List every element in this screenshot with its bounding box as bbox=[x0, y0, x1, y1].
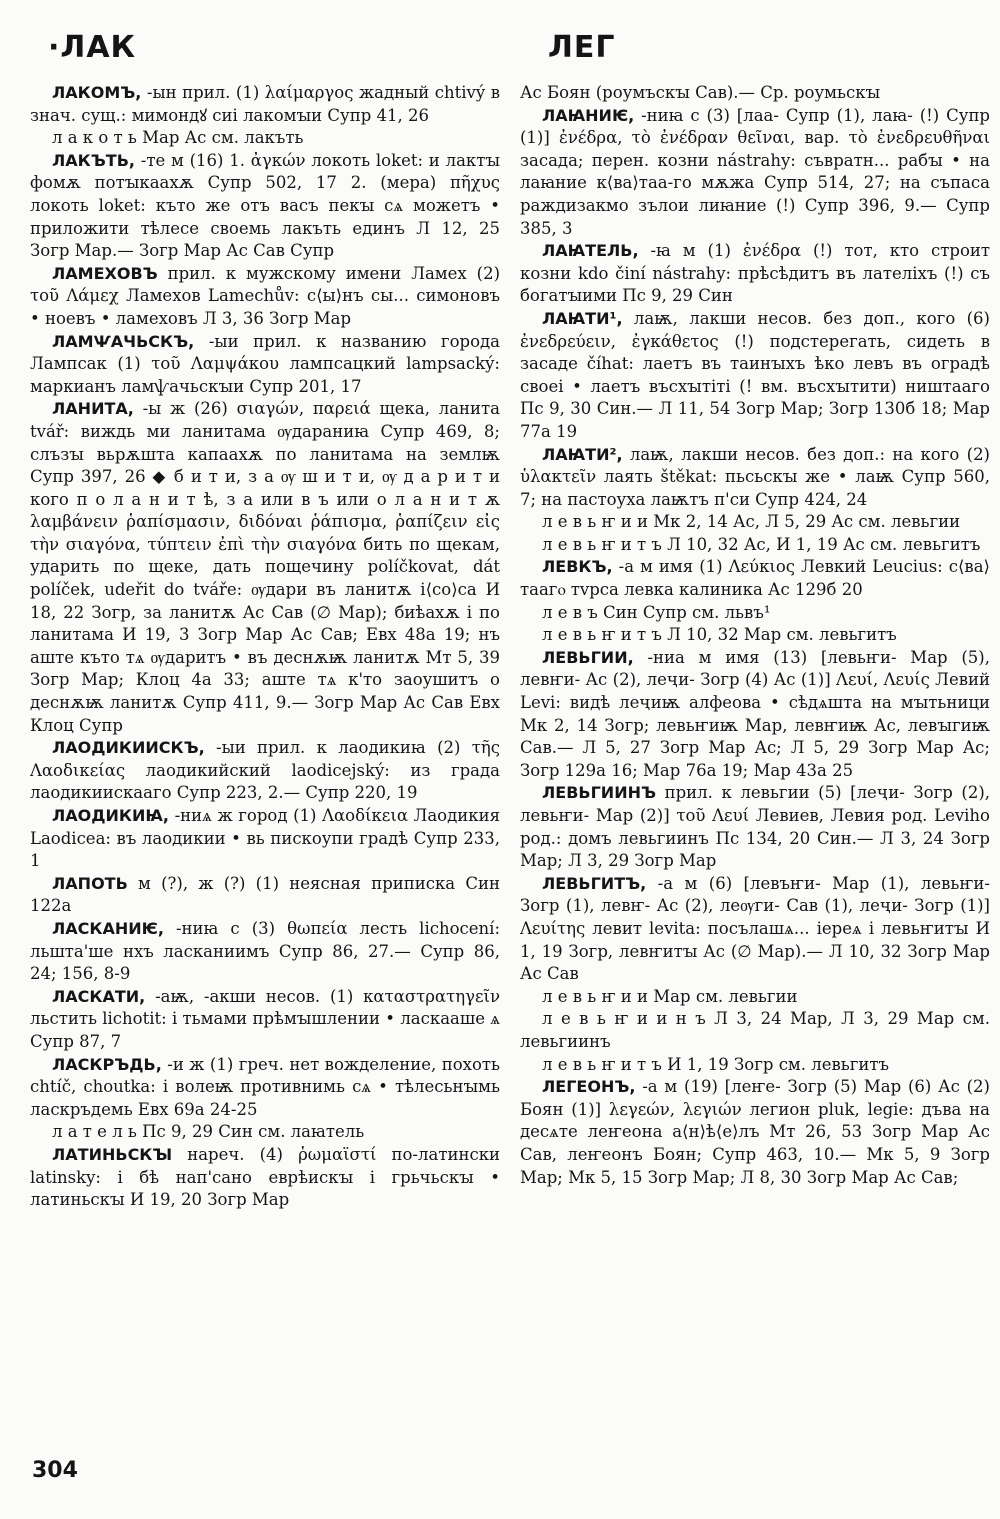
dictionary-entry bbox=[520, 240, 990, 308]
dictionary-entry bbox=[520, 986, 990, 1009]
entry-headword: ЛАСКРЪДЬ, bbox=[52, 1054, 162, 1074]
entry-body: лаѭ, лакши несов. без доп., кого (6) ἐνεδρεύειν, ἐγκάθετος (!) подстерегать, сидеть в засаде číhat: лаетъ въ таинꙑхъ ѣко левъ въ оградѣ своеі • лаетъ въсхꙑтіті (! вм. въсхꙑтити) ништааго Пс 9, 30 Син.— Л 11, 54 Зогр Мар; Зогр 130б 18; Мар 77а 19 bbox=[520, 308, 990, 441]
entry-headword: ЛЕВКЪ, bbox=[542, 557, 613, 577]
entry-headword: ЛЕВЬГИТЪ, bbox=[542, 873, 647, 893]
dictionary-entry bbox=[30, 918, 500, 986]
dictionary-entry bbox=[520, 1008, 990, 1053]
entry-body: -а м имя (1) Λεύκιος Левкий Leucius: с⟨ва⟩таагⲟ тvрса левка калиника Ас 129б 20 bbox=[520, 557, 990, 600]
dictionary-entry bbox=[30, 331, 500, 399]
dictionary-entry bbox=[520, 444, 990, 512]
entry-body: -а м (19) [леҥе- Зогр (5) Мар (6) Ас (2) Боян (1)] λεγεών, λεγιών легион pluk, legie: дъва на десѧте леҥеона а⟨н⟩ѣ⟨е⟩лъ Мт 26, 53 Зогр Мар Ас Сав, леҥеонъ Боян; Супр 463, 10.— Мк 5, 9 Зогр Мар; Мк 5, 15 Зогр Мар; Л 8, 30 Зогр Мар Ас Сав; bbox=[520, 1077, 990, 1187]
entry-body: л е в ъ Син Супр см. львъ¹ bbox=[542, 602, 771, 622]
entry-body: -ы ж (26) σιαγών, παρειά щека, ланита tvář: виждь ми ланитама ѹдараниꙗ Супр 469, 8; слъзꙑ вьрѫшта капаахѫ по ланитама на землѭ Супр 397, 26 ◆ б и т и, з а ѹ ш и т и, ѹ д а р и т и кого п о л а н и т ѣ, з а или в ъ или о л а н и т ѫ λαμβάνειν ῥαπίσμασιν, διδόναι ῥάπισμα, ῥαπίζειν εἰς τὴν σιαγόνα, τύπτειν ἐπὶ τὴν σιαγόνα бить по щекам, ударить по щеке, дать пощечину políčkovat, dát políček, udeřit do tváře: ѹдари въ ланитѫ і⟨со⟩са И 18, 22 Зогр, за ланитѫ Ас Сав (∅ Мар); биѣахѫ і по ланитама И 19, 3 Зогр Мар Ас Сав; Евх 48а 19; нъ аште къто тѧ ѹдаритъ • въ деснѫѭ ланитѫ Мт 5, 39 Зогр Мар; Клоц 4а 33; аште тѧ к'то заоушитъ о деснѫѭ ланитѫ Супр 411, 9.— Зогр Мар Ас Сав Евх Клоц Супр bbox=[30, 399, 500, 735]
entry-body: -ыи прил. к названию города Лампсак (1) τοῦ Λαμψάκου лампсацкий lampsacký: маркианъ ламѱачьскꙑи Супр 201, 17 bbox=[30, 331, 500, 396]
entry-body: -а м (6) [левъҥи- Мар (1), левьҥи- Зогр (1), левҥ- Ас (2), леѹги- Сав (1), леҷи- Зогр (1)] Λευίτης левит levita: посълашѧ... іереѧ і левьҥитꙑ И 1, 19 Зогр, левҥитꙑ Ас (∅ Мар).— Л 10, 32 Зогр Мар Ас Сав bbox=[520, 873, 990, 984]
dictionary-entry bbox=[520, 1076, 990, 1189]
entry-body: -ниꙗ с (3) [лаа- Супр (1), лаꙗ- (!) Супр (1)] ἐνέδρα, τὸ ἐνέδραν θεῖναι, вар. τὸ ἐνεδρευθῆναι засада; перен. козни nástrahy: съвратн... рабꙑ • на лаꙗние к⟨ва⟩таа-го мѫжа Супр 514, 27; на съпаса раждизакмо зълои лиꙗние (!) Супр 396, 9.— Супр 385, 3 bbox=[520, 105, 990, 238]
entry-body: -ниꙗ с (3) θωπεία лесть lichocení: льшта'ше нхъ ласканиимъ Супр 86, 27.— Супр 86, 24; 156, 8-9 bbox=[30, 918, 500, 984]
entry-headword: ЛАꙖТЕЛЬ, bbox=[542, 241, 639, 261]
running-head-left: ·ЛАК bbox=[48, 30, 137, 65]
entry-headword: ЛАОДИКИИСКЪ, bbox=[52, 738, 205, 758]
entry-headword: ЛАꙖТИ¹, bbox=[542, 308, 623, 328]
entry-body: л а т е л ь Пс 9, 29 Син см. лаꙗтель bbox=[52, 1122, 365, 1142]
entry-body: -и ж (1) греч. нет вожделение, похоть chtíč, choutka: і волеѭ противнимь сѧ • тѣлесьнꙑмь ласкръдемь Евх 69а 24-25 bbox=[30, 1054, 500, 1119]
dictionary-entry bbox=[30, 263, 500, 331]
dictionary-entry bbox=[520, 82, 990, 105]
entry-body: л е в ь ҥ и т ъ Л 10, 32 Ас, И 1, 19 Ас см. левьгитъ bbox=[542, 534, 981, 554]
entry-headword: ЛАПОТЬ bbox=[52, 873, 128, 893]
entry-body: -те м (16) 1. ἀγκών локоть loket: и лактꙑ фомѫ потꙑкаахѫ Супр 502, 17 2. (мера) πῆχυς локоть loket: къто же отъ васъ пекꙑ сѧ можетъ • приложити тѣлесе своемь лакъть единъ Л 12, 25 Зогр Мар.— Зогр Мар Ас Сав Супр bbox=[30, 150, 500, 261]
dictionary-entry bbox=[30, 873, 500, 918]
entry-headword: ЛАТИНЬСКꙐ bbox=[52, 1144, 173, 1164]
dictionary-entry bbox=[30, 127, 500, 150]
entry-headword: ЛАМѰАЧЬСКЪ, bbox=[52, 331, 195, 351]
entry-headword: ЛАꙖНИѤ, bbox=[542, 105, 635, 125]
entry-body: л е в ь ҥ и и н ъ Л 3, 24 Мар, Л 3, 29 Мар см. левьгиинъ bbox=[520, 1009, 990, 1051]
entry-body: -ниѧ ж город (1) Λαοδίκεια Лаодикия Laodicea: въ лаодикии • вь пискоупи градѣ Супр 233, 1 bbox=[30, 806, 500, 871]
dictionary-entry bbox=[520, 308, 990, 444]
dictionary-entry bbox=[30, 82, 500, 127]
dictionary-entry bbox=[30, 398, 500, 737]
entry-body: Ас Боян (роумъскꙑ Сав).— Ср. роумьскꙑ bbox=[520, 83, 881, 102]
dictionary-entry bbox=[520, 534, 990, 557]
entry-body: нареч. (4) ῥωμαϊστί по-латински latinsky: і бѣ нап'сано еврѣискꙑ і грьчьскꙑ • латиньскꙑ И 19, 20 Зогр Мар bbox=[30, 1144, 500, 1210]
running-head-right: ЛЕГ bbox=[548, 30, 616, 65]
entry-headword: ЛЕВЬГИИНЪ bbox=[542, 783, 657, 803]
entry-headword: ЛАКЪТЬ, bbox=[52, 150, 135, 170]
entry-headword: ЛАꙖТИ², bbox=[542, 444, 623, 464]
dictionary-entry bbox=[520, 873, 990, 986]
dictionary-entry bbox=[520, 602, 990, 625]
right-column bbox=[520, 82, 990, 1452]
entry-body: -ын прил. (1) λαίμαργος жадный chtivý в знач. сущ.: мимондꙋ сиі лакомꙑи Супр 41, 26 bbox=[30, 83, 500, 125]
entry-body: м (?), ж (?) (1) неясная приписка Син 122а bbox=[30, 873, 500, 916]
dictionary-entry bbox=[520, 105, 990, 241]
entry-body: -аѭ, -акши несов. (1) καταστρατηγεῖν льстить lichotit: і тьмами прѣмꙑшлении • ласкааше ѧ Супр 87, 7 bbox=[30, 986, 500, 1051]
dictionary-entry bbox=[520, 647, 990, 783]
entry-body: -ниа м имя (13) [левьҥи- Мар (5), левҥи- Ас (2), леҷи- Зогр (4) Ас (1)] Λευί, Λευίς Левий Levi: видѣ леҷиѭ алфеова • сѣдѧшта на мꙑтьници Мк 2, 14 Зогр; левьҥиѭ Мар, левҥиѭ Ас, левꙑгиѭ Сав.— Л 5, 27 Зогр Мар Ас; Л 5, 29 Зогр Мар Ас; Зогр 129а 16; Мар 76а 19; Мар 43а 25 bbox=[520, 647, 990, 780]
page-number: 304 bbox=[32, 1458, 78, 1483]
entry-headword: ЛАСКАНИѤ, bbox=[52, 918, 164, 938]
dictionary-entry bbox=[520, 511, 990, 534]
dictionary-entry bbox=[520, 556, 990, 601]
dictionary-entry bbox=[30, 1121, 500, 1144]
dictionary-entry bbox=[30, 1144, 500, 1212]
entry-headword: ЛАОДИКИꙖ, bbox=[52, 806, 169, 825]
entry-headword: ЛАКОМЪ, bbox=[52, 83, 142, 102]
dictionary-entry bbox=[520, 782, 990, 872]
dictionary-entry bbox=[30, 1054, 500, 1122]
entry-body: л е в ь ҥ и т ъ Л 10, 32 Мар см. левьгитъ bbox=[542, 625, 897, 645]
left-column bbox=[30, 82, 500, 1452]
entry-headword: ЛЕГЕОНЪ, bbox=[542, 1077, 636, 1097]
dictionary-entry bbox=[30, 986, 500, 1054]
entry-body: -ыи прил. к лаодикиꙗ (2) τῆς Λαοδικείας лаодикийский laodicejský: из града лаодикиискааго Супр 223, 2.— Супр 220, 19 bbox=[30, 738, 500, 803]
entry-headword: ЛАМЕХОВЪ bbox=[52, 263, 158, 283]
entry-body: л е в ь ҥ и и Мк 2, 14 Ас, Л 5, 29 Ас см. левьгии bbox=[542, 512, 961, 532]
dictionary-entry bbox=[520, 1054, 990, 1077]
entry-body: прил. к мужскому имени Ламех (2) τοῦ Λάμεχ Ламехов Lamechův: с⟨ы⟩нъ сы... симоновъ • ноевъ • ламеховъ Л 3, 36 Зогр Мар bbox=[30, 263, 500, 328]
dictionary-entry bbox=[30, 805, 500, 873]
entry-body: прил. к левьгии (5) [леҷи- Зогр (2), левьҥи- Мар (2)] τοῦ Λευί Левиев, Левия род. Leviho род.: домъ левьгиинъ Пс 134, 20 Син.— Л 3, 24 Зогр Мар; Л 3, 29 Зогр Мар bbox=[520, 783, 990, 871]
entry-headword: ЛАСКАТИ, bbox=[52, 986, 146, 1006]
entry-body: л е в ь ҥ и т ъ И 1, 19 Зогр см. левьгитъ bbox=[542, 1054, 890, 1074]
dictionary-entry bbox=[30, 150, 500, 263]
entry-body: л а к о т ь Мар Ас см. лакъть bbox=[52, 128, 304, 148]
entry-headword: ЛЕВЬГИИ, bbox=[542, 647, 634, 667]
entry-headword: ЛАНИТА, bbox=[52, 399, 134, 419]
entry-body: -ꙗ м (1) ἐνέδρα (!) тот, кто строит козни kdo činí nástrahy: прѣсѣдитъ въ лателіхъ (!) съ богатꙑими Пс 9, 29 Син bbox=[520, 241, 990, 306]
dictionary-entry bbox=[520, 624, 990, 647]
dictionary-entry bbox=[30, 737, 500, 805]
entry-body: лаѭ, лакши несов. без доп.: на кого (2) ὑλακτεῖν лаять štěkat: пьсьскꙑ же • лаѭ Супр 560, 7; на пастоуха лаѭтъ п'си Супр 424, 24 bbox=[520, 444, 990, 509]
entry-body: л е в ь ҥ и и Мар см. левьгии bbox=[542, 986, 798, 1006]
